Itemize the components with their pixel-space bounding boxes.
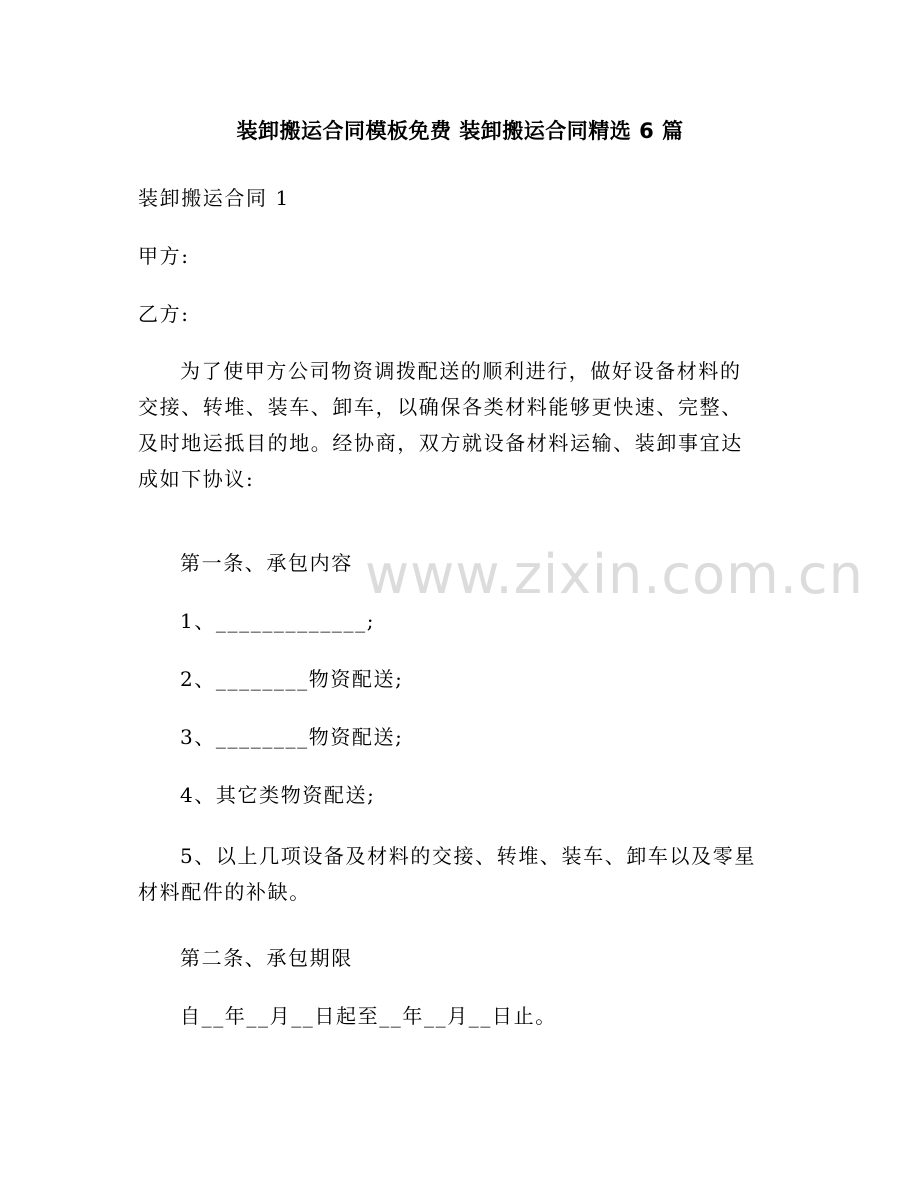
list-item: 1、_____________; [180, 609, 376, 633]
article1-heading: 第一条、承包内容 [180, 551, 353, 575]
intro-line: 为了使甲方公司物资调拨配送的顺利进行，做好设备材料的 [180, 359, 742, 383]
article2-heading: 第二条、承包期限 [180, 946, 353, 970]
intro-paragraph [138, 353, 788, 497]
intro-line: 成如下协议: [138, 467, 255, 491]
contract-heading: 装卸搬运合同 1 [138, 186, 290, 210]
document-title: 装卸搬运合同模板免费 装卸搬运合同精选 6 篇 [236, 119, 684, 143]
list-item: 4、其它类物资配送; [180, 783, 376, 807]
period-text: 自__年__月__日起至__年__月__日止。 [180, 1004, 557, 1028]
intro-line: 交接、转堆、装车、卸车，以确保各类材料能够更快速、完整、 [138, 395, 743, 419]
item5-paragraph [138, 838, 788, 910]
intro-line: 及时地运抵目的地。经协商，双方就设备材料运输、装卸事宜达 [138, 431, 743, 455]
item5-line: 5、以上几项设备及材料的交接、转堆、装车、卸车以及零星 [180, 844, 756, 868]
party-b-label: 乙方: [138, 302, 190, 326]
list-item: 2、________物资配送; [180, 667, 404, 691]
watermark: www.zixin.com.cn [365, 543, 864, 606]
list-item: 3、________物资配送; [180, 725, 404, 749]
item5-line: 材料配件的补缺。 [138, 880, 311, 904]
party-a-label: 甲方: [138, 244, 190, 268]
